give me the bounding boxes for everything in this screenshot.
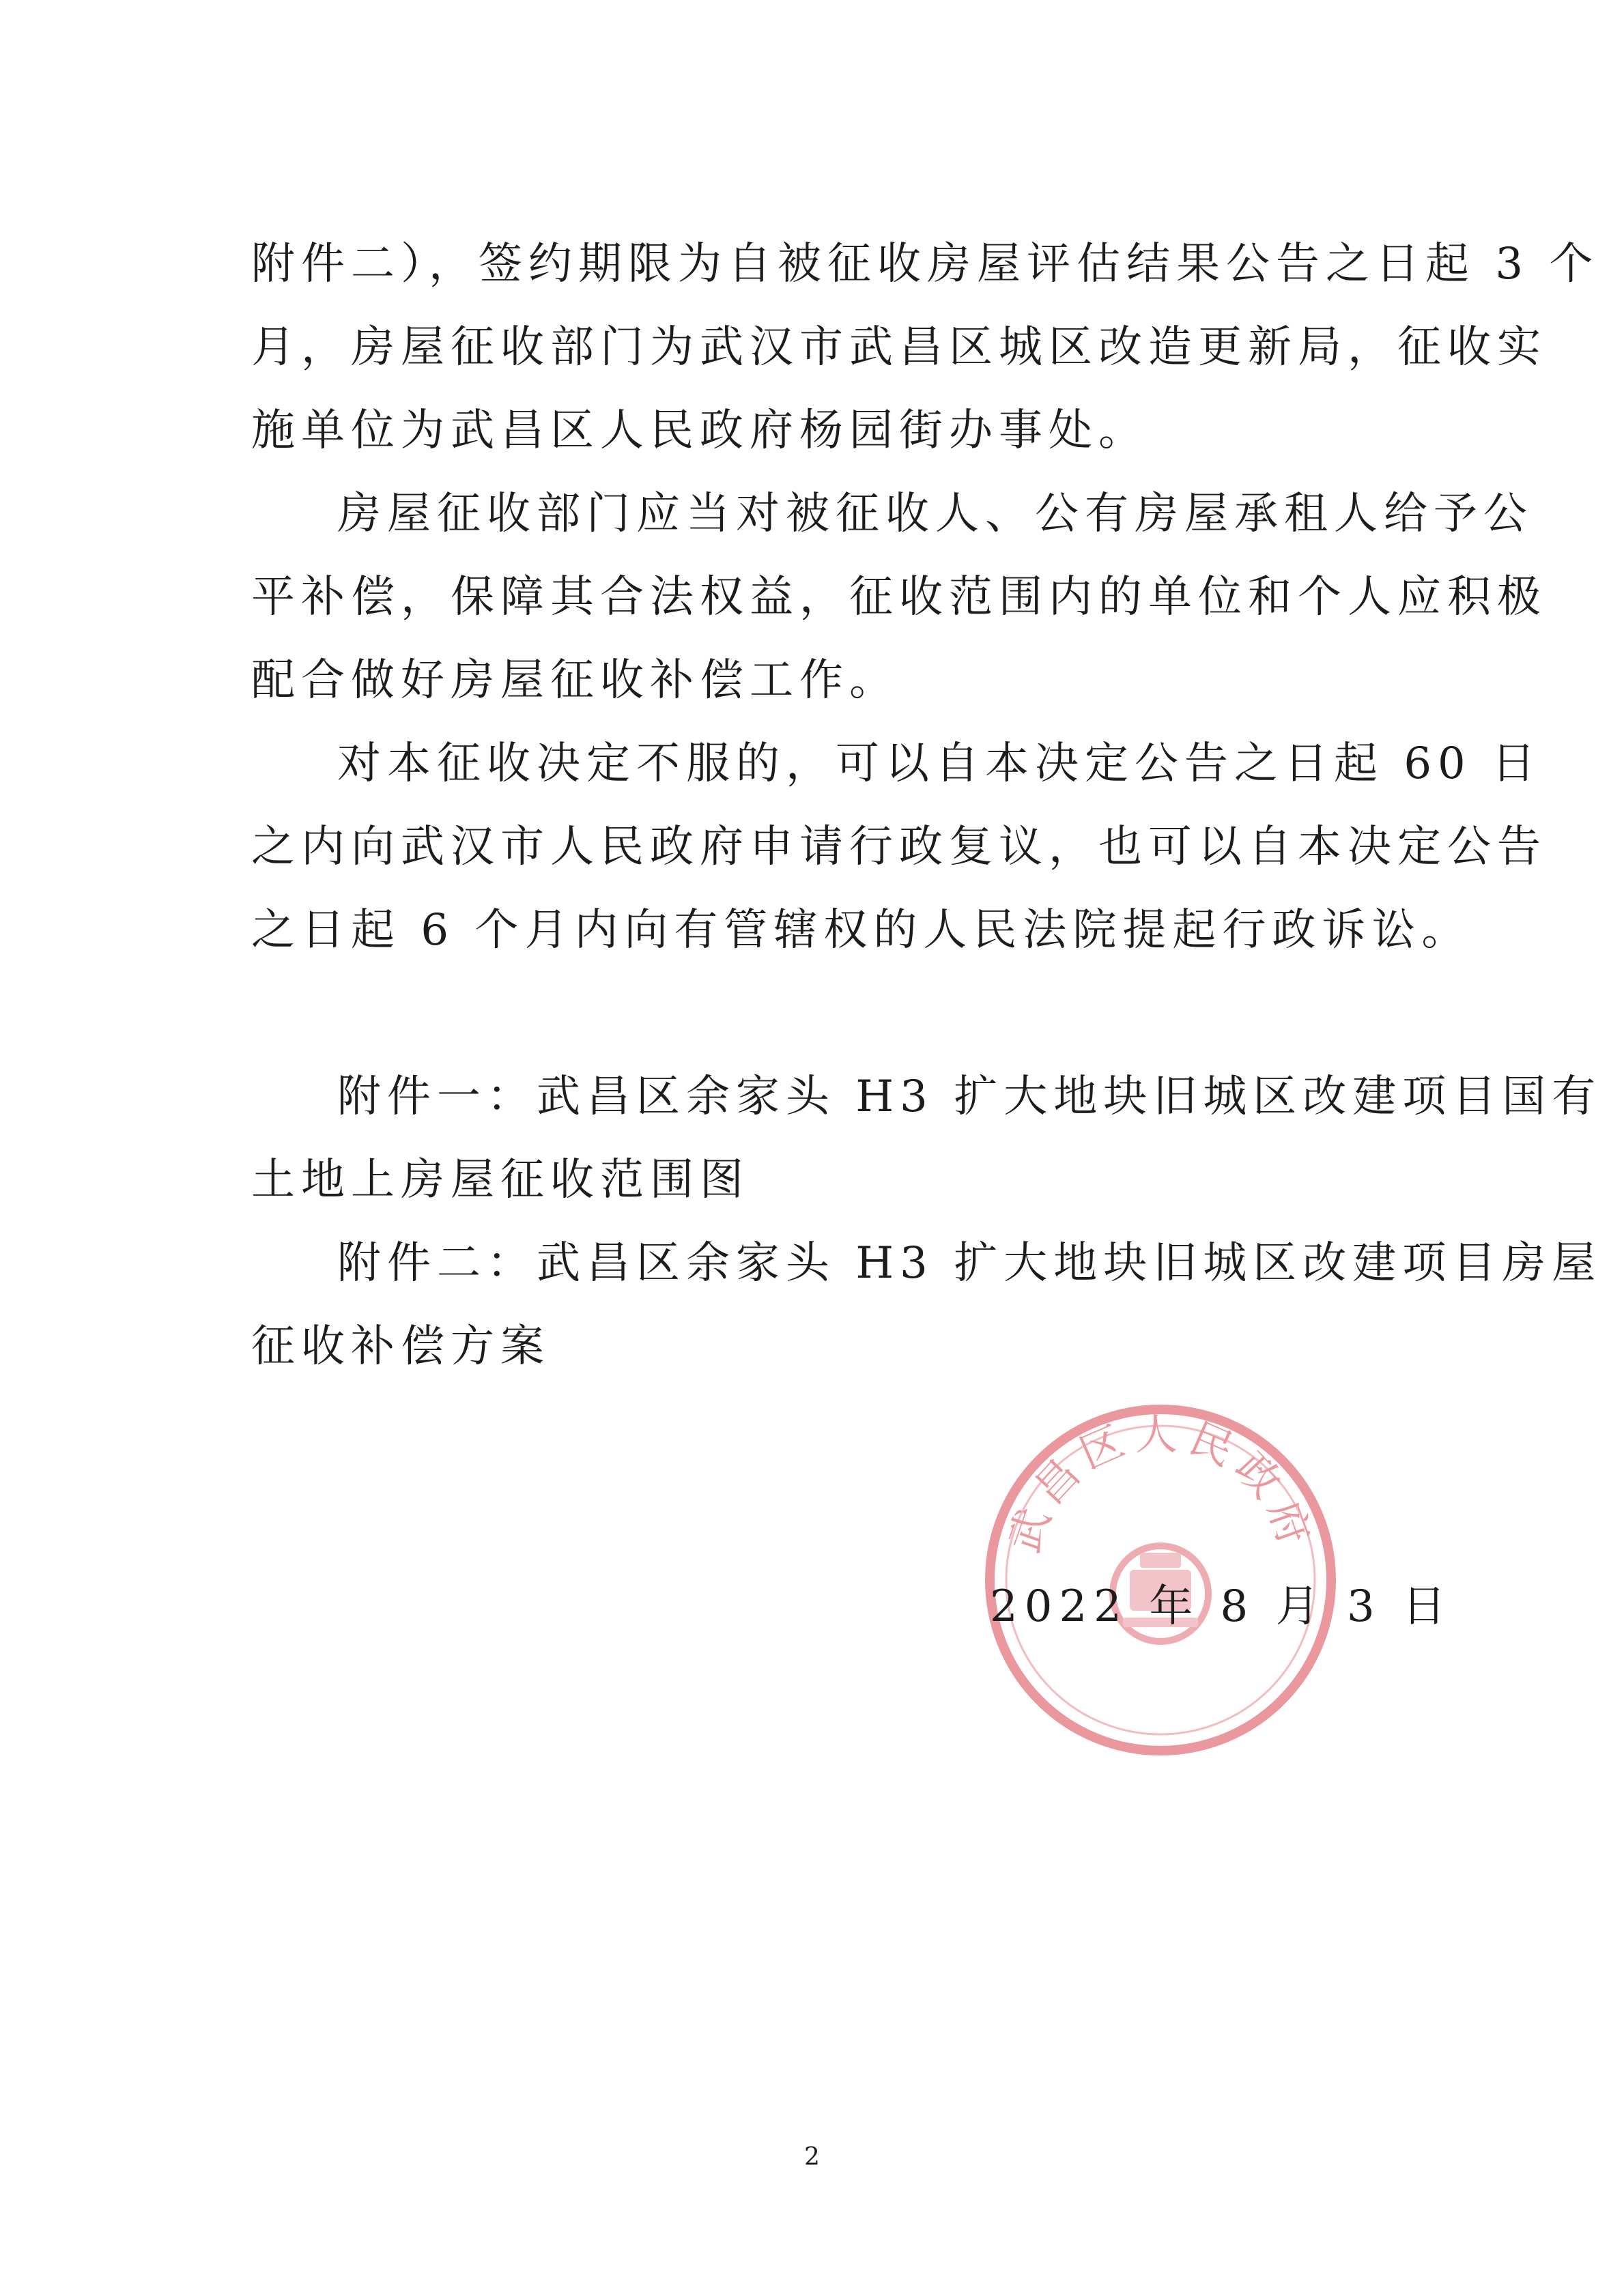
svg-text:武昌区人民政府 (999, 1409, 1322, 1558)
paragraph-2-line-3: 配合做好房屋征收补偿工作。 (251, 655, 899, 706)
paragraph-1-line-2: 月，房屋征收部门为武汉市武昌区城区改造更新局，征收实 (251, 322, 1547, 373)
document-date: 2022 年 8 月 3 日 (990, 1581, 1453, 1632)
attachment-1-line-2: 土地上房屋征收范围图 (251, 1155, 750, 1205)
attachment-2-line-2: 征收补偿方案 (251, 1321, 550, 1372)
page-number: 2 (804, 2143, 820, 2171)
paragraph-3-line-3: 之日起 6 个月内向有管辖权的人民法院提起行政诉讼。 (251, 905, 1472, 956)
official-seal-stamp (976, 1396, 1345, 1764)
paragraph-1-line-1: 附件二），签约期限为自被征收房屋评估结果公告之日起 3 个 (251, 239, 1599, 289)
paragraph-3-line-1: 对本征收决定不服的，可以自本决定公告之日起 60 日 (337, 738, 1542, 789)
stamp-arc-text: 武昌区人民政府 (999, 1409, 1322, 1559)
paragraph-2-line-2: 平补偿，保障其合法权益，征收范围内的单位和个人应积极 (251, 572, 1547, 622)
paragraph-1-line-3: 施单位为武昌区人民政府杨园街办事处。 (251, 405, 1148, 456)
attachment-1-line-1: 附件一：武昌区余家头 H3 扩大地块旧城区改建项目国有 (337, 1072, 1602, 1122)
paragraph-3-line-2: 之内向武汉市人民政府申请行政复议，也可以自本决定公告 (251, 822, 1547, 872)
attachment-2-line-1: 附件二：武昌区余家头 H3 扩大地块旧城区改建项目房屋 (337, 1238, 1602, 1289)
paragraph-2-line-1: 房屋征收部门应当对被征收人、公有房屋承租人给予公 (337, 489, 1533, 539)
